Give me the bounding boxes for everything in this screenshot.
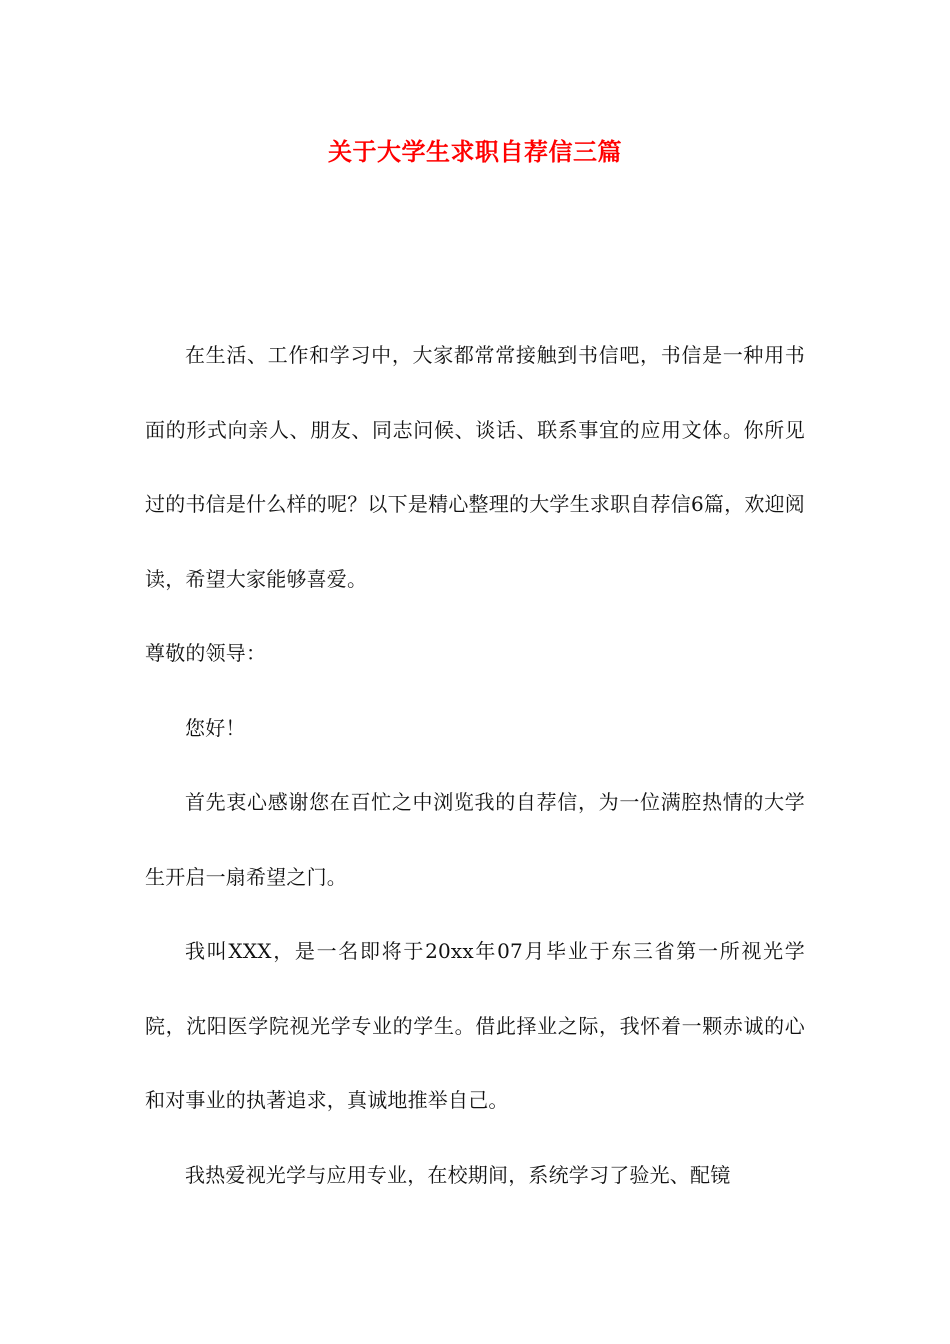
- body-paragraph: 首先衷心感谢您在百忙之中浏览我的自荐信，为一位满腔热情的大学生开启一扇希望之门。: [145, 790, 805, 889]
- document-body: [145, 318, 805, 1212]
- greeting: 您好！: [185, 715, 246, 740]
- body-paragraph: 我热爱视光学与应用专业，在校期间，系统学习了验光、配镜: [185, 1162, 731, 1187]
- intro-paragraph: 在生活、工作和学习中，大家都常常接触到书信吧，书信是一种用书面的形式向亲人、朋友、同志问候、谈话、联系事宜的应用文体。你所见过的书信是什么样的呢？以下是精心整理的大学生求职自荐信6篇，欢迎阅读，希望大家能够喜爱。: [145, 343, 805, 591]
- body-paragraph: 我叫XXX，是一名即将于20xx年07月毕业于东三省第一所视光学院，沈阳医学院视光学专业的学生。借此择业之际，我怀着一颗赤诚的心和对事业的执著追求，真诚地推举自己。: [145, 939, 805, 1112]
- salutation: 尊敬的领导：: [145, 641, 267, 665]
- document-title: 关于大学生求职自荐信三篇: [328, 137, 622, 166]
